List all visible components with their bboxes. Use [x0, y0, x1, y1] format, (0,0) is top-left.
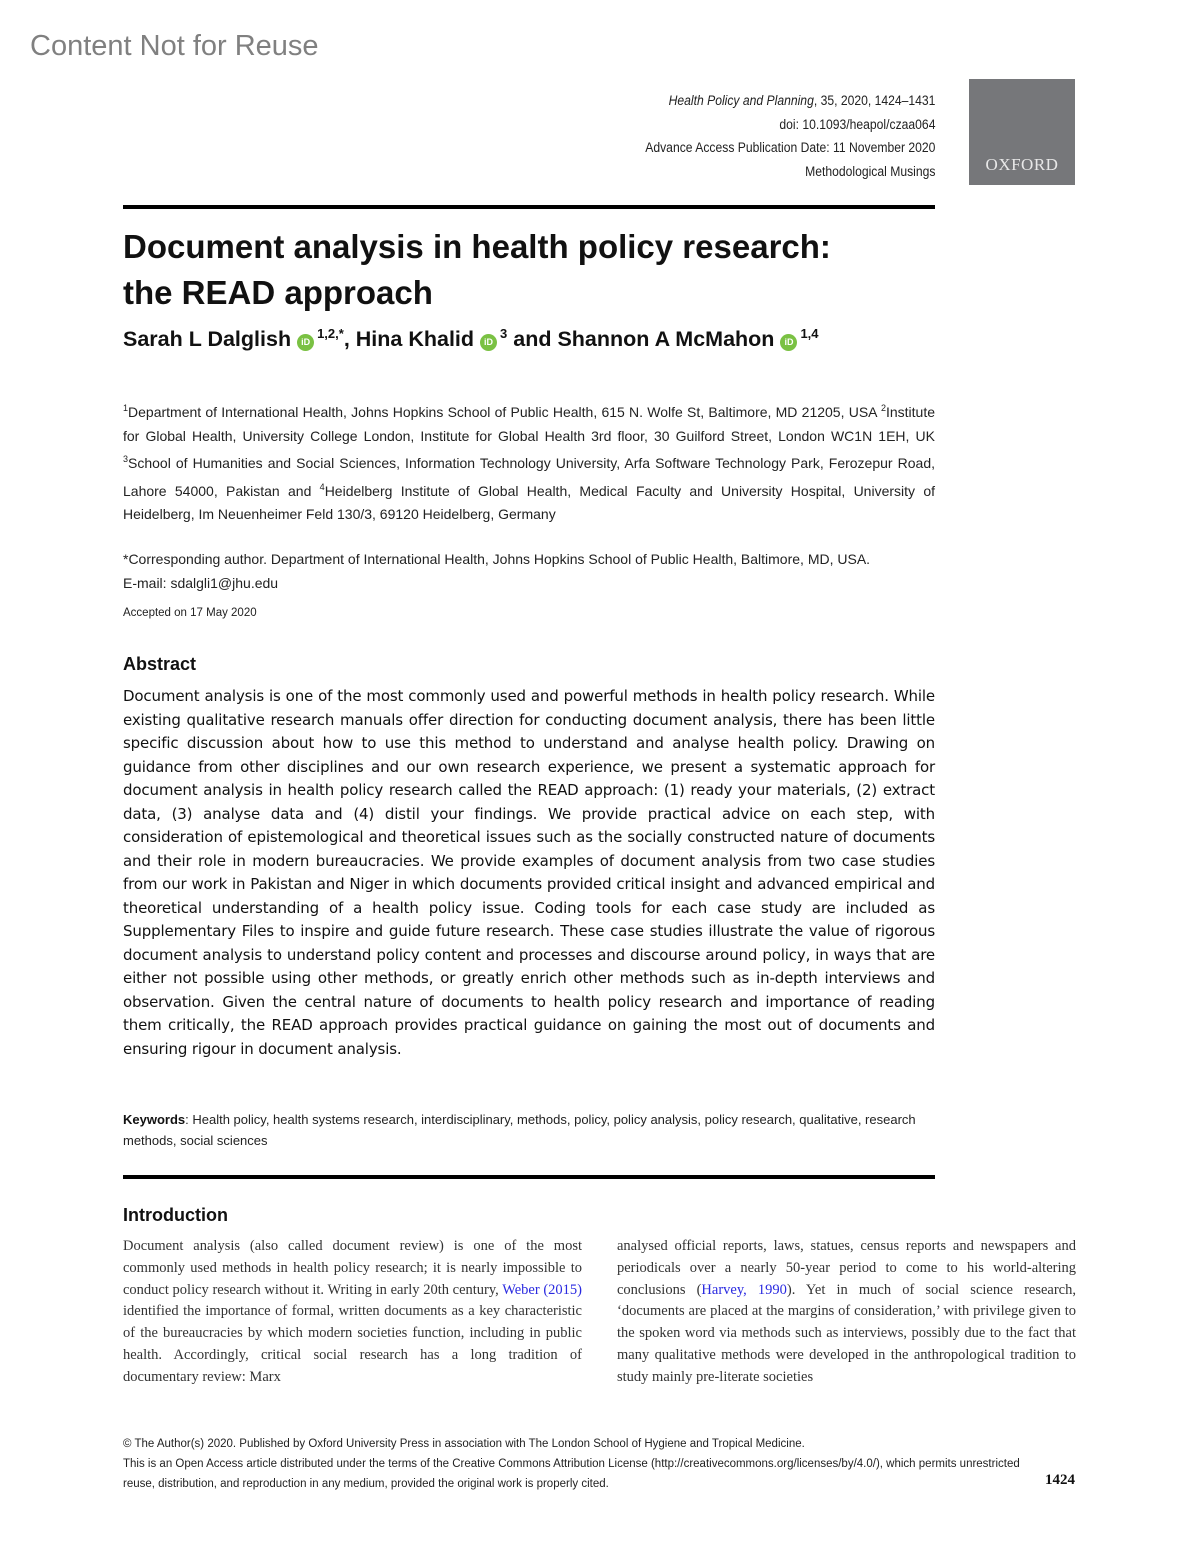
author-name[interactable]: Sarah L Dalglish — [123, 327, 292, 351]
orcid-icon[interactable]: iD — [780, 334, 797, 351]
accepted-date: Accepted on 17 May 2020 — [123, 607, 257, 619]
journal-citation: Health Policy and Planning, 35, 2020, 1424–1431 — [668, 93, 935, 108]
introduction-heading: Introduction — [123, 1205, 228, 1225]
copyright-notice: © The Author(s) 2020. Published by Oxford University Press in association with The London School of Hygiene and Tropical Medicine. — [123, 1438, 805, 1450]
body-column-right: analysed official reports, laws, statues, census reports and newspapers and periodicals over a nearly 50-year period to come to his world-altering conclusions (Harvey, 1990). Yet in much of social science research, ‘documents are placed at the margins of consideration,’ with privilege given to the spoken word via methods such as interviews, possibly due to the fact that many qualitative methods were developed in the anthropological tradition to study mainly pre-literate societies — [617, 1238, 1076, 1385]
orcid-icon[interactable]: iD — [297, 334, 314, 351]
watermark: Content Not for Reuse — [30, 30, 319, 62]
keywords-label: Keywords — [123, 1112, 186, 1127]
abstract-heading: Abstract — [123, 654, 197, 674]
citation-link[interactable]: Harvey, 1990 — [701, 1281, 787, 1298]
affiliation: Department of International Health, Johns Hopkins School of Public Health, 615 N. Wolfe St, Baltimore, MD 21205, USA — [128, 404, 881, 420]
author-affiliation-marker: 1,2,* — [317, 326, 344, 341]
keywords-list: : Health policy, health systems research, interdisciplinary, methods, policy, policy analysis, policy research, qualitative, research methods, social sciences — [123, 1112, 916, 1148]
doi[interactable]: doi: 10.1093/heapol/czaa064 — [778, 116, 935, 132]
oxford-logo[interactable] — [969, 79, 1075, 185]
affiliation: Heidelberg Institute of Global Health, Medical Faculty and University Hospital, University of Heidelberg, Im Neuenheimer Feld 130/3, 69120 Heidelberg, Germany — [123, 482, 935, 522]
article-section: Methodological Musings — [804, 163, 935, 179]
affiliations: $^1$Department of International Health, Johns Hopkins School of Public Health, 615 N. Wolfe St, Baltimore, MD 21205, USA $^2$Institute for Global Health, University College London, Institute for Global Health 3rd floor, 30 Guilford Street, London WC1N 1EH, UK $^3$School of Humanities and Social Sciences, Information Technology University, Arfa Software Technology Park, Ferozepur Road, Lahore 54000, Pakistan and $^4$Heidelberg Institute of Global Health, Medical Faculty and University Hospital, University of Heidelberg, Im Neuenheimer Feld 130/3, 69120 Heidelberg, Germany — [123, 403, 935, 522]
footer-notice — [123, 1434, 1075, 1494]
author-email[interactable]: E-mail: sdalgli1@jhu.edu — [123, 574, 279, 591]
advance-access-date: Advance Access Publication Date: 11 November 2020 — [644, 140, 935, 155]
author-list: Sarah L Dalglish $iD^{1,2,*}$, Hina Khalid $iD^3$ and Shannon A McMahon iD$^{1,4}$ — [123, 326, 819, 351]
citation-link[interactable]: Weber (2015) — [502, 1281, 582, 1298]
body-column-left: Document analysis (also called document review) is one of the most commonly used methods in health policy research; it is nearly impossible to conduct policy research without it. Writing in early 20th century, Weber (2015) identified the importance of formal, written documents as a key characteristic of the bureaucracies by which modern societies function, including in public health. Accordingly, critical social research has a long tradition of documentary review: Marx — [123, 1238, 582, 1385]
corresponding-author: *Corresponding author. Department of International Health, Johns Hopkins School of Public Health, Baltimore, MD, USA. E-mail: sdalgli1@jhu.edu — [123, 548, 935, 595]
author-affiliation-marker: 3 — [500, 326, 508, 341]
header-divider — [123, 205, 935, 209]
author-name[interactable]: Hina Khalid — [355, 327, 475, 351]
author-affiliation-marker: 1,4 — [800, 326, 819, 341]
license-notice: This is an Open Access article distributed under the terms of the Creative Commons Attribution License (http://creativecommons.org/licenses/by/4.0/), which permits unrestricted reuse, distribution, and reproduction in any medium, provided the original work is properly cited. — [123, 1458, 1020, 1490]
journal-name[interactable]: Health Policy and Planning — [668, 93, 814, 108]
affiliation: School of Humanities and Social Sciences, Information Technology University, Arfa Software Technology Park, Ferozepur Road, Lahore 54000, Pakistan and — [123, 455, 935, 499]
oxford-logo-text: OXFORD — [985, 155, 1059, 174]
orcid-icon[interactable]: iD — [480, 334, 497, 351]
abstract-text: Document analysis is one of the most commonly used and powerful methods in health policy research. While existing qualitative research manuals offer direction for conducting document analysis, there has been little specific discussion about how to use this method to understand and analyse health policy. Drawing on guidance from other disciplines and our own research experience, we present a systematic approach for document analysis in health policy research called the READ approach: (1) ready your materials, (2) extract data, (3) analyse data and (4) distil your findings. We provide practical advice on each step, with consideration of epistemological and theoretical issues such as the socially constructed nature of documents and their role in modern bureaucracies. We provide examples of document analysis from two case studies from our work in Pakistan and Niger in which documents provided critical insight and advanced empirical and theoretical understanding of a health policy issue. Coding tools for each case study are included as Supplementary Files to inspire and guide future research. These case studies illustrate the value of rigorous document analysis to understand policy content and processes and discourse around policy, in ways that are either not possible using other methods, or greatly enrich other methods such as in-depth interviews and observation. Given the central nature of documents to health policy research and importance of reading them critically, the READ approach provides practical guidance on gaining the most out of documents and ensuring rigour in document analysis. — [123, 687, 935, 1058]
journal-metadata — [645, 89, 935, 183]
affiliation: Institute for Global Health, University College London, Institute for Global Health 3rd floor, 30 Guilford Street, London WC1N 1EH, UK — [123, 404, 935, 444]
page-number: 1424 — [1045, 1472, 1075, 1488]
keywords — [123, 1109, 935, 1151]
author-name[interactable]: Shannon A McMahon — [557, 327, 775, 351]
article-title: Document analysis in health policy research: the READ approach — [123, 228, 831, 311]
abstract-divider — [123, 1175, 935, 1179]
